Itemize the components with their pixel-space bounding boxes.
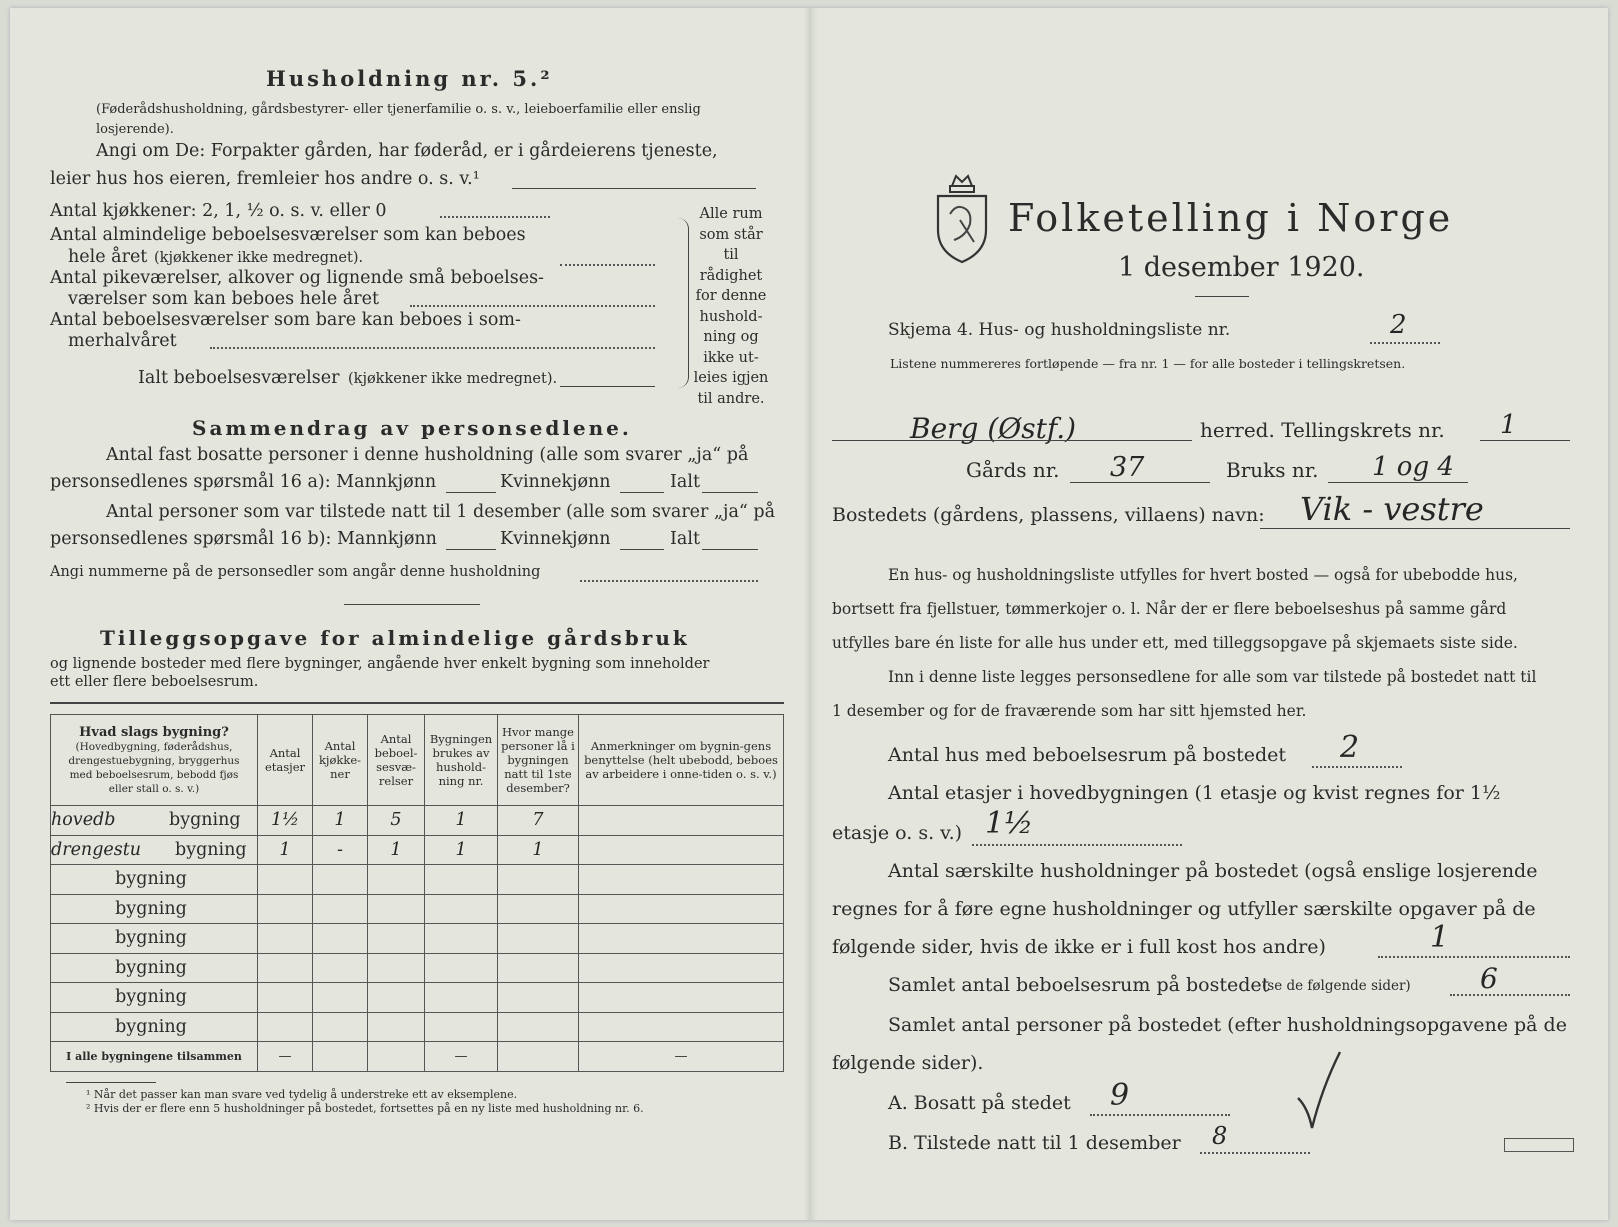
cell-rom bbox=[368, 953, 425, 983]
cell-etasjer bbox=[258, 953, 313, 983]
bygning-label: bygning bbox=[115, 957, 187, 978]
cell-hush bbox=[425, 953, 498, 983]
qa-label: A. Bosatt på stedet bbox=[888, 1092, 1071, 1114]
herred-line bbox=[832, 440, 1192, 441]
bygning-label: bygning bbox=[169, 810, 241, 831]
angi-answer-line bbox=[512, 188, 756, 189]
supp-title: Tilleggsopgave for almindelige gårdsbruk bbox=[100, 626, 690, 650]
summary2-mann-line bbox=[446, 549, 496, 550]
printer-stamp bbox=[1504, 1138, 1574, 1152]
tally-mark-icon bbox=[1292, 1048, 1352, 1138]
col-type-desc: (Hovedbygning, føderådshus, drengestuebygning, bryggerhus med beboelsesrum, bebodd fjøs eller stall o. s. v.) bbox=[68, 740, 240, 795]
cell-etasjer bbox=[258, 894, 313, 924]
row-type-cell bbox=[51, 983, 258, 1013]
rooms1-b: hele året bbox=[68, 247, 148, 267]
summary2-ialt-line bbox=[702, 549, 758, 550]
total-rooms-note: (kjøkkener ikke medregnet). bbox=[348, 371, 558, 387]
bygning-label: bygning bbox=[115, 987, 187, 1008]
cell-rom: 1 bbox=[368, 835, 425, 865]
summary1-b: personsedlenes spørsmål 16 a): Mannkjønn bbox=[50, 472, 437, 492]
angi-line-1: Angi om De: Forpakter gården, har føderåd, er i gårdeierens tjeneste, bbox=[96, 141, 718, 161]
rooms1-a: Antal almindelige beboelsesværelser som kan beboes bbox=[50, 225, 526, 245]
cell-kjokken: - bbox=[313, 835, 368, 865]
cell-hush: 1 bbox=[425, 835, 498, 865]
summary2-a: Antal personer som var tilstede natt til 1 desember (alle som svarer „ja“ på bbox=[106, 502, 776, 522]
q3-c: følgende sider, hvis de ikke er i full kost hos andre) bbox=[832, 936, 1326, 958]
summary1-kvinne-line bbox=[620, 492, 664, 493]
cell-rom bbox=[368, 924, 425, 954]
q5-b: følgende sider). bbox=[832, 1052, 984, 1074]
bosted-label: Bostedets (gårdens, plassens, villaens) navn: bbox=[832, 504, 1265, 526]
side-note: Alle rum som står til rådighet for denne hushold- ning og ikke ut- leies igjen til andre. bbox=[693, 206, 769, 407]
table-row bbox=[51, 924, 784, 954]
row-type-value: hovedb bbox=[51, 810, 116, 831]
instr-3: utfylles bare én liste for alle hus under ett, med tilleggsopgave på skjemaets siste side. bbox=[832, 634, 1518, 652]
summary1-ialt: Ialt bbox=[670, 472, 700, 492]
table-total-row bbox=[51, 1042, 784, 1072]
q4-value: 6 bbox=[1480, 962, 1498, 995]
bruks-line bbox=[1328, 482, 1468, 483]
gards-value: 37 bbox=[1110, 452, 1145, 483]
qa-dots bbox=[1090, 1114, 1230, 1116]
cell-pers bbox=[498, 1012, 579, 1042]
row-type-value: drengestu bbox=[51, 839, 142, 860]
table-header-row bbox=[51, 715, 784, 806]
row-type-cell bbox=[51, 1012, 258, 1042]
cell-hush bbox=[425, 924, 498, 954]
rooms3-b: merhalvåret bbox=[68, 331, 177, 351]
table-row bbox=[51, 953, 784, 983]
qa-value: 9 bbox=[1110, 1078, 1130, 1113]
instr-2: bortsett fra fjellstuer, tømmerkojer o. l. Når der er flere beboelseshus på samme gård bbox=[832, 600, 1507, 618]
col-anm: Anmerkninger om bygnin-gens benyttelse (helt ubebodd, beboes av arbeidere i onne-tiden o. s. v.) bbox=[579, 715, 784, 806]
bruks-value: 1 og 4 bbox=[1372, 452, 1454, 482]
cell-rom: 5 bbox=[368, 806, 425, 836]
summary2-ialt: Ialt bbox=[670, 529, 700, 549]
total-anm: — bbox=[579, 1042, 784, 1072]
col-rom: Antal beboel-sesvæ-relser bbox=[368, 715, 425, 806]
q2-b: etasje o. s. v.) bbox=[832, 822, 963, 844]
cell-rom bbox=[368, 865, 425, 895]
cell-anm bbox=[579, 924, 784, 954]
krets-value: 1 bbox=[1500, 410, 1517, 440]
kitchens-label: Antal kjøkkener: 2, 1, ½ o. s. v. eller 0 bbox=[50, 201, 387, 221]
rooms3-a: Antal beboelsesværelser som bare kan beboes i som- bbox=[50, 310, 521, 330]
summary-title: Sammendrag av personsedlene. bbox=[192, 416, 632, 440]
summary1-a: Antal fast bosatte personer i denne husholdning (alle som svarer „ja“ på bbox=[106, 445, 749, 465]
rooms2-b: værelser som kan beboes hele året bbox=[68, 289, 379, 309]
cell-rom bbox=[368, 1012, 425, 1042]
footnote-1: ¹ Når det passer kan man svare ved tydelig å understreke ett av eksemplene. bbox=[86, 1088, 518, 1101]
bygning-label: bygning bbox=[115, 869, 187, 890]
q3-value: 1 bbox=[1430, 920, 1450, 955]
summary1-ialt-line bbox=[702, 492, 758, 493]
household-title: Husholdning nr. 5.² bbox=[266, 66, 553, 91]
total-etasjer: — bbox=[258, 1042, 313, 1072]
cell-anm bbox=[579, 894, 784, 924]
cell-kjokken bbox=[313, 1012, 368, 1042]
cell-anm bbox=[579, 865, 784, 895]
cell-pers bbox=[498, 894, 579, 924]
table-row bbox=[51, 1012, 784, 1042]
cell-hush bbox=[425, 1012, 498, 1042]
cell-anm bbox=[579, 983, 784, 1013]
instr-5: 1 desember og for de fraværende som har sitt hjemsted her. bbox=[832, 702, 1307, 720]
bruks-label: Bruks nr. bbox=[1226, 458, 1319, 482]
cell-pers: 7 bbox=[498, 806, 579, 836]
col-type-title: Hvad slags bygning? bbox=[79, 724, 229, 740]
table-row bbox=[51, 983, 784, 1013]
skjema-nr-dots bbox=[1370, 342, 1440, 344]
cell-etasjer: 1½ bbox=[258, 806, 313, 836]
skjema-label: Skjema 4. Hus- og husholdningsliste nr. bbox=[888, 320, 1231, 340]
cell-etasjer bbox=[258, 983, 313, 1013]
cell-anm bbox=[579, 1012, 784, 1042]
cell-etasjer bbox=[258, 1012, 313, 1042]
page-fold bbox=[804, 8, 818, 1220]
col-kjokken: Antal kjøkke-ner bbox=[313, 715, 368, 806]
cell-etasjer bbox=[258, 865, 313, 895]
q4-note: (se de følgende sider) bbox=[1262, 978, 1411, 994]
qb-label: B. Tilstede natt til 1 desember bbox=[888, 1132, 1181, 1154]
q4-dots bbox=[1450, 994, 1570, 996]
title-rule bbox=[1195, 296, 1249, 297]
angi-line-2: leier hus hos eieren, fremleier hos andre o. s. v.¹ bbox=[50, 169, 480, 189]
qb-value: 8 bbox=[1212, 1122, 1228, 1150]
bosted-value: Vik - vestre bbox=[1300, 490, 1484, 528]
rooms3-dots bbox=[210, 347, 655, 349]
total-rooms-line bbox=[560, 386, 655, 387]
instr-4: Inn i denne liste legges personsedlene for alle som var tilstede på bostedet natt til bbox=[888, 668, 1537, 686]
total-rom bbox=[368, 1042, 425, 1072]
col-etasjer: Antal etasjer bbox=[258, 715, 313, 806]
cell-pers: 1 bbox=[498, 835, 579, 865]
instr-1: En hus- og husholdningsliste utfylles for hvert bosted — også for ubebodde hus, bbox=[888, 566, 1518, 584]
q3-b: regnes for å føre egne husholdninger og utfyller særskilte opgaver på de bbox=[832, 898, 1536, 920]
summary1-mann-line bbox=[446, 492, 496, 493]
footnote-rule bbox=[66, 1082, 156, 1083]
q1-value: 2 bbox=[1340, 730, 1360, 765]
qb-dots bbox=[1200, 1152, 1310, 1154]
cell-etasjer: 1 bbox=[258, 835, 313, 865]
census-title: Folketelling i Norge bbox=[1008, 196, 1454, 240]
rooms1-note: (kjøkkener ikke medregnet). bbox=[154, 250, 364, 266]
herred-value: Berg (Østf.) bbox=[910, 412, 1077, 445]
cell-anm bbox=[579, 953, 784, 983]
cell-kjokken bbox=[313, 894, 368, 924]
cell-anm bbox=[579, 835, 784, 865]
row-type-cell bbox=[51, 835, 258, 865]
cell-rom bbox=[368, 983, 425, 1013]
total-kjokken bbox=[313, 1042, 368, 1072]
col-pers: Hvor mange personer lå i bygningen natt til 1ste desember? bbox=[498, 715, 579, 806]
listene-note: Listene nummereres fortløpende — fra nr. 1 — for alle bosteder i tellingskretsen. bbox=[890, 356, 1406, 371]
cell-pers bbox=[498, 953, 579, 983]
cell-hush bbox=[425, 865, 498, 895]
bosted-line bbox=[1260, 528, 1570, 529]
total-hush: — bbox=[425, 1042, 498, 1072]
cell-hush: 1 bbox=[425, 806, 498, 836]
summary2-kvinne: Kvinnekjønn bbox=[500, 529, 611, 549]
cell-kjokken bbox=[313, 983, 368, 1013]
col-type bbox=[51, 715, 258, 806]
table-row bbox=[51, 894, 784, 924]
row-type-cell bbox=[51, 953, 258, 983]
col-hush: Bygningen brukes av hushold-ning nr. bbox=[425, 715, 498, 806]
cell-hush bbox=[425, 983, 498, 1013]
krets-line bbox=[1480, 440, 1570, 441]
gards-label: Gårds nr. bbox=[966, 458, 1060, 482]
summary-divider bbox=[344, 604, 480, 605]
row-type-cell bbox=[51, 865, 258, 895]
cell-kjokken bbox=[313, 924, 368, 954]
cell-kjokken: 1 bbox=[313, 806, 368, 836]
footnote-2: ² Hvis der er flere enn 5 husholdninger på bostedet, fortsettes på en ny liste med husholdning nr. 6. bbox=[86, 1102, 644, 1115]
census-date: 1 desember 1920. bbox=[1118, 252, 1365, 283]
norway-coat-of-arms-icon bbox=[930, 170, 994, 266]
building-table bbox=[50, 714, 784, 1072]
census-sheet bbox=[10, 8, 1608, 1220]
household-note: (Føderådshusholdning, gårdsbestyrer- eller tjenerfamilie o. s. v., leieboerfamilie eller enslig losjerende). bbox=[96, 102, 701, 137]
total-rooms-label: Ialt beboelsesværelser bbox=[138, 368, 340, 388]
cell-pers bbox=[498, 865, 579, 895]
table-row bbox=[51, 806, 784, 836]
q3-dots bbox=[1378, 956, 1570, 958]
rooms2-dots bbox=[410, 305, 655, 307]
q2-dots bbox=[972, 844, 1182, 846]
q1-dots bbox=[1312, 766, 1402, 768]
total-row-label: I alle bygningene tilsammen bbox=[51, 1042, 258, 1072]
bygning-label: bygning bbox=[115, 928, 187, 949]
row-type-cell bbox=[51, 894, 258, 924]
cell-pers bbox=[498, 924, 579, 954]
bygning-label: bygning bbox=[175, 839, 247, 860]
cell-kjokken bbox=[313, 953, 368, 983]
row-type-cell bbox=[51, 806, 258, 836]
total-pers bbox=[498, 1042, 579, 1072]
cell-kjokken bbox=[313, 865, 368, 895]
q2-a: Antal etasjer i hovedbygningen (1 etasje og kvist regnes for 1½ bbox=[888, 782, 1501, 804]
q3-a: Antal særskilte husholdninger på bostedet (også enslige losjerende bbox=[888, 860, 1538, 882]
table-row bbox=[51, 865, 784, 895]
summary1-kvinne: Kvinnekjønn bbox=[500, 472, 611, 492]
angi-nummer: Angi nummerne på de personsedler som angår denne husholdning bbox=[50, 564, 541, 580]
angi-nummer-dots bbox=[580, 580, 758, 582]
table-row bbox=[51, 835, 784, 865]
kitchens-dots bbox=[440, 216, 550, 218]
gards-line bbox=[1070, 482, 1210, 483]
cell-anm bbox=[579, 806, 784, 836]
rooms1-dots bbox=[560, 264, 655, 266]
q2-value: 1½ bbox=[985, 806, 1034, 841]
cell-rom bbox=[368, 894, 425, 924]
supp-text-1: og lignende bosteder med flere bygninger, angående hver enkelt bygning som inneholder bbox=[50, 656, 710, 672]
bygning-label: bygning bbox=[115, 898, 187, 919]
bygning-label: bygning bbox=[115, 1016, 187, 1037]
skjema-nr: 2 bbox=[1390, 310, 1407, 340]
summary2-kvinne-line bbox=[620, 549, 664, 550]
rooms-brace bbox=[678, 218, 689, 388]
table-top-rule bbox=[50, 702, 784, 704]
cell-hush bbox=[425, 894, 498, 924]
row-type-cell bbox=[51, 924, 258, 954]
herred-label: herred. Tellingskrets nr. bbox=[1200, 418, 1445, 442]
supp-text-2: ett eller flere beboelsesrum. bbox=[50, 674, 259, 690]
cell-etasjer bbox=[258, 924, 313, 954]
q4-label: Samlet antal beboelsesrum på bostedet bbox=[888, 974, 1270, 996]
summary2-b: personsedlenes spørsmål 16 b): Mannkjønn bbox=[50, 529, 437, 549]
q5-a: Samlet antal personer på bostedet (efter husholdningsopgavene på de bbox=[888, 1014, 1567, 1036]
q1-label: Antal hus med beboelsesrum på bostedet bbox=[888, 744, 1287, 766]
rooms2-a: Antal pikeværelser, alkover og lignende små beboelses- bbox=[50, 268, 544, 288]
cell-pers bbox=[498, 983, 579, 1013]
